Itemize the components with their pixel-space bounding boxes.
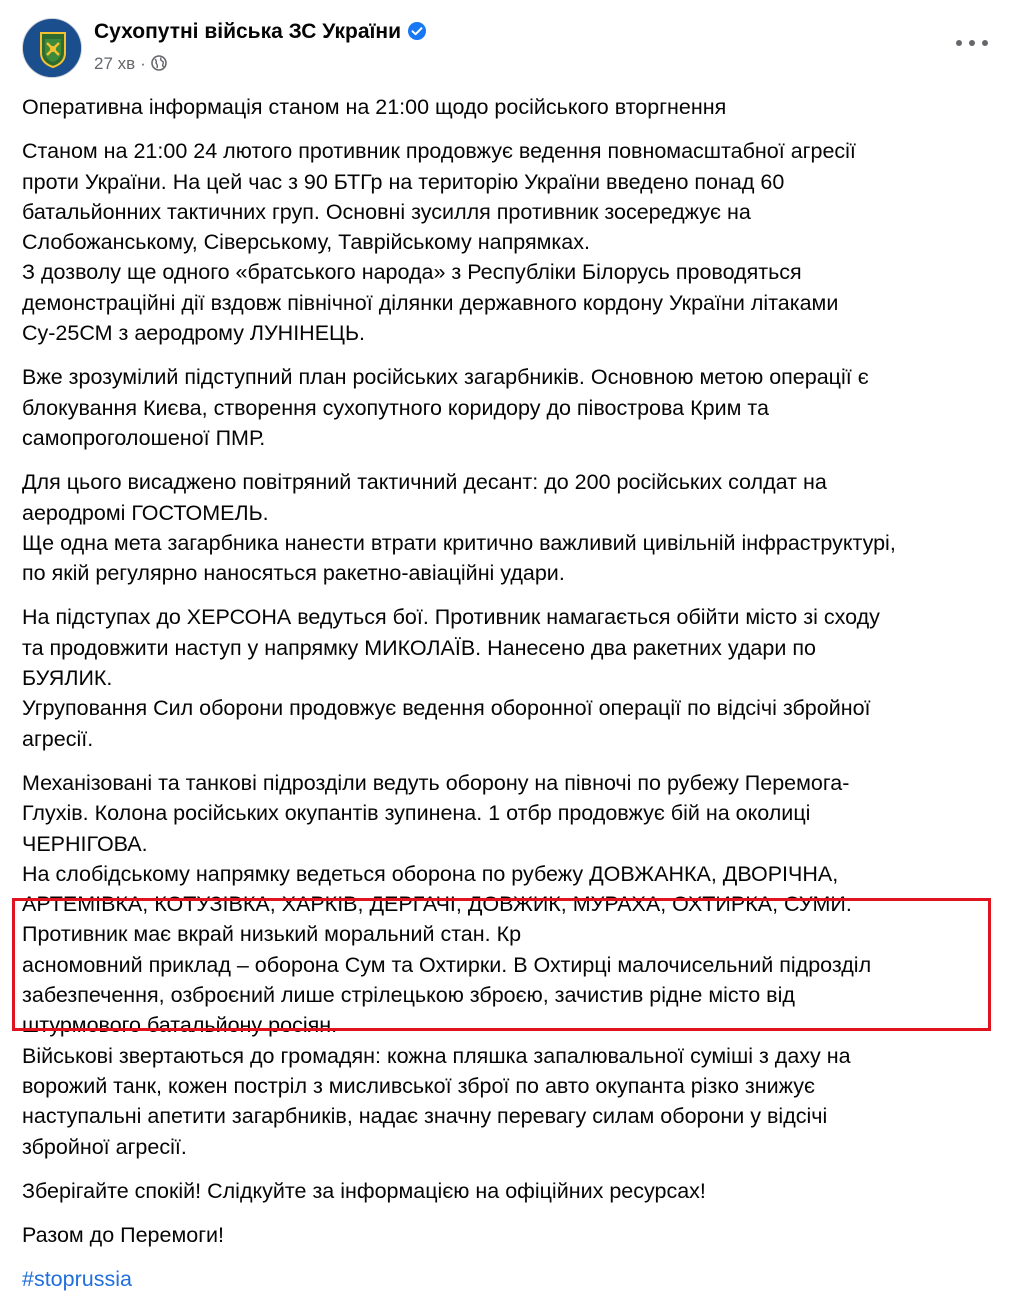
post-text-line: Слобожанському, Сіверському, Таврійському напрямках. [22, 230, 590, 255]
post-text-line: по якій регулярно наносяться ракетно-авіаційні удари. [22, 561, 565, 586]
verified-badge-icon [407, 21, 427, 41]
page-name-link[interactable]: Сухопутні війська ЗС України [94, 20, 402, 43]
hashtag-link[interactable]: #stoprussia [22, 1267, 132, 1292]
meta-separator: · [140, 54, 146, 73]
post-text-line: Разом до Перемоги! [22, 1223, 225, 1248]
post-text-line: та продовжити наступ у напрямку МИКОЛАЇВ. Нанесено два ракетних удари по [22, 635, 816, 660]
post-text-line: Для цього висаджено повітряний тактичний десант: до 200 російських солдат на [22, 470, 827, 495]
army-emblem-icon [23, 19, 82, 78]
post-text-line: Оперативна інформація станом на 21:00 щодо російського вторгнення [22, 95, 727, 119]
post-text-line: асномовний приклад – оборона Сум та Охтирки. В Охтирці малочисельний підрозділ [22, 952, 872, 977]
post-text-line: аеродромі ГОСТОМЕЛЬ. [22, 500, 269, 525]
post-text-line: штурмового батальйону росіян. [22, 1013, 338, 1038]
post-text-line: наступальні апетити загарбників, надає значну перевагу силам оборони у відсічі [22, 1104, 828, 1129]
post-text-line: Вже зрозумілий підступний план російських загарбників. Основною метою операції є [22, 365, 869, 390]
post-text-line: З дозволу ще одного «братського народа» з Республіки Білорусь проводяться [22, 260, 802, 285]
page-avatar[interactable] [22, 18, 82, 78]
post-text-line: проти України. На цей час з 90 БТГр на територію України введено понад 60 [22, 169, 785, 194]
post-text-line: ЧЕРНІГОВА. [22, 831, 148, 856]
post-text-line: збройної агресії. [22, 1134, 187, 1159]
post-text-line: батальйонних тактичних груп. Основні зусилля противник зосереджує на [22, 199, 751, 224]
post-text-line: агресії. [22, 726, 94, 751]
post-paragraph [22, 136, 1000, 348]
post-text-line: Зберігайте спокій! Слідкуйте за інформацією на офіційних ресурсах! [22, 1178, 706, 1203]
more-options-icon[interactable] [956, 32, 988, 54]
post-text-line: БУЯЛИК. [22, 666, 113, 691]
post-text-line: демонстраційні дії вздовж північної ділянки державного кордону України літаками [22, 290, 839, 315]
post-text-line: Військові звертаються до громадян: кожна пляшка запалювальної суміші з даху на [22, 1043, 851, 1068]
post-text-line: На підступах до ХЕРСОНА ведуться бої. Противник намагається обійти місто зі сходу [22, 605, 880, 630]
post-text-line: Глухів. Колона російських окупантів зупинена. 1 отбр продовжує бій на околиці [22, 801, 811, 826]
post-paragraph [22, 1220, 1000, 1250]
post-text-line: самопроголошеної ПМР. [22, 425, 266, 450]
post-paragraph [22, 362, 1000, 453]
post-text-line: Противник має вкрай низький моральний стан. Кр [22, 922, 522, 947]
post-text-line: Механізовані та танкові підрозділи ведуть оборону на півночі по рубежу Перемога- [22, 770, 850, 795]
post-text-line: АРТЕМІВКА, КОТУЗІВКА, ХАРКІВ, ДЕРГАЧІ, ДОВЖИК, МУРАХА, ОХТИРКА, СУМИ. [22, 892, 852, 917]
post-header [22, 14, 1002, 84]
post-paragraph [22, 92, 1000, 122]
post-text-line: ворожий танк, кожен постріл з мисливської зброї по авто окупанта різко знижує [22, 1073, 816, 1098]
post-paragraph [22, 602, 1000, 753]
post-text-line: Станом на 21:00 24 лютого противник продовжує ведення повномасштабної агресії [22, 139, 856, 164]
post-timestamp[interactable]: 27 хв [94, 54, 136, 73]
post-text-line: На слобідському напрямку ведеться оборона по рубежу ДОВЖАНКА, ДВОРІЧНА, [22, 861, 839, 886]
post-text-line: Ще одна мета загарбника нанести втрати критично важливий цивільній інфраструктурі, [22, 530, 896, 555]
post-text-line: Су-25СМ з аеродрому ЛУНІНЕЦЬ. [22, 321, 366, 346]
post-paragraph [22, 1176, 1000, 1206]
post-body [22, 92, 1000, 1295]
post-paragraph [22, 467, 1000, 588]
globe-icon [151, 55, 167, 71]
highlight-box [12, 898, 991, 1031]
post-text-line: Угруповання Сил оборони продовжує ведення оборонної операції по відсічі збройної [22, 696, 871, 721]
post-text-line: блокування Києва, створення сухопутного коридору до півострова Крим та [22, 395, 769, 420]
post-text-line: забезпечення, озброєний лише стрілецькою зброєю, зачистив рідне місто від [22, 983, 795, 1008]
post-meta [94, 54, 167, 74]
